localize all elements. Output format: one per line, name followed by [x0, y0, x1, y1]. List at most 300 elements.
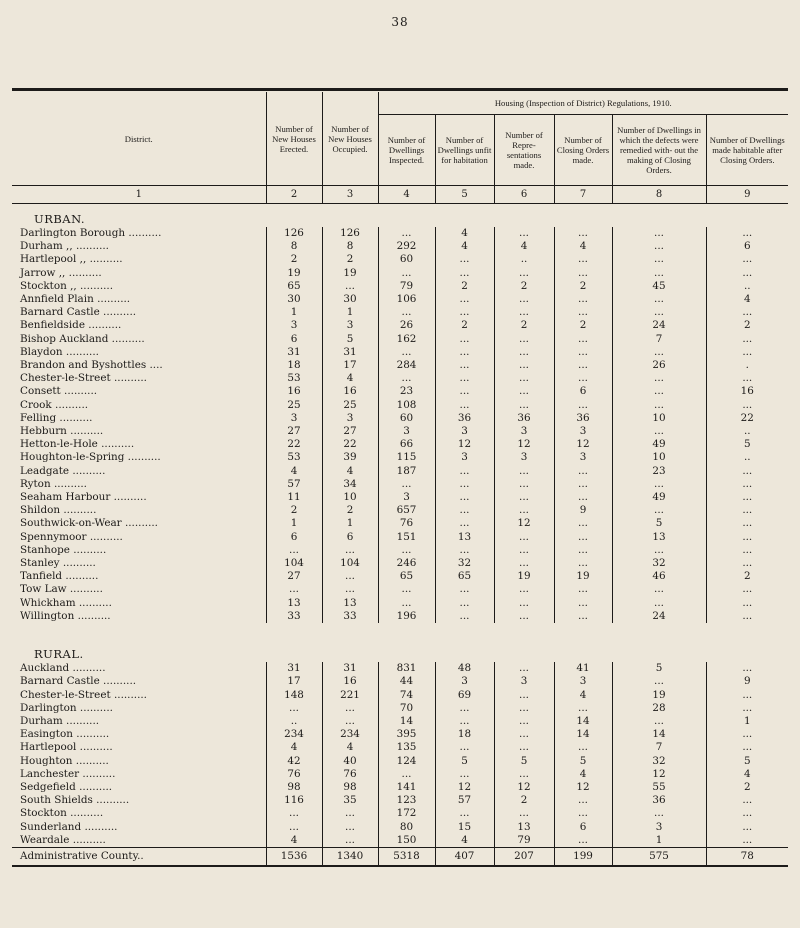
table-row — [12, 385, 788, 398]
table-cell: ... — [554, 610, 612, 623]
table-row — [12, 517, 788, 530]
table-cell: ... — [612, 227, 706, 240]
district-label: Houghton-le-Spring — [20, 451, 125, 464]
table-cell: 76 — [378, 517, 435, 530]
table-cell: 57 — [435, 794, 494, 807]
table-cell: 196 — [378, 610, 435, 623]
table-cell: 23 — [612, 465, 706, 478]
table-cell: ... — [494, 306, 554, 319]
table-cell: ... — [435, 504, 494, 517]
district-label: Stanhope — [20, 543, 70, 556]
table-cell: 4 — [266, 465, 322, 478]
total-cell: 1340 — [322, 847, 378, 866]
leader-dots: .......... — [50, 477, 87, 490]
table-cell: 23 — [378, 385, 435, 398]
leader-dots: .......... — [93, 293, 131, 306]
column-number: 9 — [706, 186, 788, 204]
table-cell: 36 — [494, 412, 554, 425]
district-name — [12, 807, 266, 820]
table-row — [12, 319, 788, 332]
table-cell: ... — [322, 821, 378, 834]
table-cell: ... — [742, 345, 753, 358]
table-cell: ... — [742, 741, 753, 754]
table-cell: 44 — [378, 675, 435, 688]
district-label: South Shields — [20, 794, 93, 807]
table-cell: 34 — [322, 478, 378, 491]
table-cell: ... — [494, 372, 554, 385]
district-name — [12, 267, 266, 280]
table-cell: 31 — [322, 346, 378, 359]
table-cell: 70 — [378, 702, 435, 715]
table-row — [12, 807, 788, 820]
district-name — [12, 821, 266, 834]
district-label: Barnard Castle — [20, 675, 100, 688]
table-cell: 15 — [435, 821, 494, 834]
table-cell: 5 — [612, 662, 706, 675]
district-name — [12, 755, 266, 768]
table-cell: 4 — [494, 240, 554, 253]
district-label: Consett — [20, 385, 61, 398]
table-cell: ... — [612, 807, 706, 820]
leader-dots: .......... — [99, 306, 137, 319]
table-cell: ... — [742, 820, 753, 833]
table-cell: ... — [322, 715, 378, 728]
table-cell: 46 — [612, 570, 706, 583]
table-row — [12, 741, 788, 754]
table-cell: 65 — [266, 280, 322, 293]
district-label: Durham ,, — [20, 240, 76, 253]
table-cell: ... — [494, 544, 554, 557]
table-cell: ... — [494, 267, 554, 280]
leader-dots: .......... — [85, 319, 122, 332]
table-cell: ... — [266, 807, 322, 820]
column-number: 1 — [12, 186, 266, 204]
table-cell: 3 — [378, 491, 435, 504]
district-label: Hetton-le-Hole — [20, 438, 98, 451]
table-cell: ... — [554, 333, 612, 346]
district-label: Stanley — [20, 557, 60, 570]
table-cell: 32 — [612, 755, 706, 768]
table-cell: 53 — [266, 451, 322, 464]
table-cell: ... — [435, 359, 494, 372]
header-closing-orders: Number of Closing Orders made. — [554, 115, 612, 186]
table-cell: 150 — [378, 834, 435, 848]
total-row — [12, 847, 788, 866]
table-cell: 98 — [322, 781, 378, 794]
table-cell: 4 — [554, 768, 612, 781]
district-label: Weardale — [20, 833, 70, 846]
table-row — [12, 570, 788, 583]
table-row — [12, 675, 788, 688]
district-label: Durham — [20, 714, 63, 727]
district-label: Seaham Harbour — [20, 491, 111, 504]
table-cell: ... — [266, 544, 322, 557]
table-cell: ... — [322, 702, 378, 715]
table-cell: 19 — [494, 570, 554, 583]
table-cell: 45 — [612, 280, 706, 293]
table-cell: 65 — [435, 570, 494, 583]
table-cell: 31 — [266, 662, 322, 675]
table-cell: 5 — [612, 517, 706, 530]
table-cell: 4 — [743, 293, 751, 306]
table-cell: ... — [742, 398, 753, 411]
table-row — [12, 451, 788, 464]
table-cell: ... — [612, 346, 706, 359]
table-cell: 3 — [494, 425, 554, 438]
table-row — [12, 491, 788, 504]
district-name — [12, 385, 266, 398]
table-cell: 18 — [266, 359, 322, 372]
table-cell: 26 — [378, 319, 435, 332]
table-cell: ... — [435, 491, 494, 504]
district-name — [12, 346, 266, 359]
table-cell: ... — [378, 544, 435, 557]
section-spacer — [12, 623, 788, 639]
table-cell: ... — [494, 531, 554, 544]
table-cell: 2 — [435, 319, 494, 332]
table-cell: 104 — [322, 557, 378, 570]
table-cell: ... — [554, 399, 612, 412]
leader-dots: .......... — [62, 714, 100, 727]
district-name — [12, 517, 266, 530]
table-cell: ... — [612, 425, 706, 438]
district-name — [12, 794, 266, 807]
district-label: Easington — [20, 728, 73, 741]
table-cell: ... — [494, 610, 554, 623]
district-name — [12, 702, 266, 715]
table-row — [12, 306, 788, 319]
leader-dots: .......... — [86, 530, 123, 543]
table-cell: ... — [435, 399, 494, 412]
urban-section-title: URBAN. — [34, 211, 86, 226]
table-cell: ... — [554, 557, 612, 570]
district-label: Shildon — [20, 504, 61, 517]
leader-dots: .......... — [69, 464, 106, 477]
table-cell: 41 — [554, 662, 612, 675]
table-cell: ... — [742, 609, 753, 622]
table-cell: ... — [378, 478, 435, 491]
table-cell: 36 — [554, 412, 612, 425]
rural-section — [12, 623, 788, 847]
district-label: Willington — [20, 609, 75, 622]
table-cell: ... — [742, 227, 753, 239]
leader-dots: .......... — [81, 820, 118, 833]
table-cell: 57 — [266, 478, 322, 491]
table-cell: ... — [742, 491, 753, 504]
column-numbers-row — [12, 186, 788, 204]
table-row — [12, 531, 788, 544]
district-name — [12, 451, 266, 464]
district-name — [12, 741, 266, 754]
table-cell: ... — [494, 491, 554, 504]
leader-dots: .......... — [110, 491, 147, 504]
table-cell: 76 — [322, 768, 378, 781]
header-housing-regulations: Housing (Inspection of District) Regulations, 1910. — [378, 92, 788, 115]
table-cell: ... — [378, 306, 435, 319]
table-cell: ... — [742, 688, 753, 701]
table-cell: ... — [266, 702, 322, 715]
leader-dots: .......... — [92, 794, 130, 807]
leader-dots: .......... — [68, 266, 102, 279]
total-cell: 5318 — [378, 847, 435, 866]
total-cell: 1536 — [266, 847, 322, 866]
table-cell: ... — [612, 675, 706, 688]
header-representations: Number of Repre- sentations made. — [494, 115, 554, 186]
table-row — [12, 557, 788, 570]
table-cell: ... — [742, 477, 753, 490]
district-name — [12, 372, 266, 385]
table-cell: 12 — [435, 438, 494, 451]
table-cell: .. — [743, 451, 751, 464]
table-cell: 27 — [322, 425, 378, 438]
table-cell: ... — [494, 741, 554, 754]
table-cell: ... — [435, 583, 494, 596]
table-cell: ... — [554, 807, 612, 820]
table-cell: 14 — [554, 715, 612, 728]
table-cell: ... — [435, 768, 494, 781]
table-cell: ... — [742, 372, 753, 385]
table-cell: ... — [435, 478, 494, 491]
table-cell: 8 — [322, 240, 378, 253]
table-cell: 26 — [612, 359, 706, 372]
table-row — [12, 227, 788, 240]
table-cell: 4 — [554, 689, 612, 702]
table-cell: 12 — [612, 768, 706, 781]
district-name — [12, 728, 266, 741]
district-label: Chester-le-Street — [20, 372, 111, 385]
leader-dots: .......... — [66, 425, 104, 438]
table-row — [12, 240, 788, 253]
table-cell: 4 — [435, 240, 494, 253]
district-name — [12, 597, 266, 610]
leader-dots: .......... — [69, 662, 106, 675]
table-cell: 106 — [378, 293, 435, 306]
district-name — [12, 465, 266, 478]
leader-dots: .......... — [66, 583, 103, 596]
table-cell: 1 — [266, 306, 322, 319]
column-number: 5 — [435, 186, 494, 204]
table-cell: 36 — [612, 794, 706, 807]
district-label: Jarrow ,, — [20, 266, 69, 279]
table-cell: ... — [742, 557, 753, 570]
table-cell: ... — [554, 794, 612, 807]
table-cell: 32 — [435, 557, 494, 570]
table-cell: 9 — [743, 675, 751, 688]
table-cell: ... — [612, 267, 706, 280]
leader-dots: .......... — [110, 688, 147, 701]
table-cell: 4 — [322, 372, 378, 385]
table-cell: 19 — [612, 689, 706, 702]
leader-dots: .......... — [72, 728, 110, 741]
table-cell: ... — [494, 728, 554, 741]
table-cell: ... — [435, 267, 494, 280]
table-cell: 13 — [322, 597, 378, 610]
leader-dots: .... — [146, 359, 163, 372]
table-cell: 4 — [435, 227, 494, 240]
table-cell: 1 — [322, 517, 378, 530]
table-cell: 12 — [554, 438, 612, 451]
header-dwellings-inspected: Number of Dwellings Inspected. — [378, 115, 435, 186]
table-row — [12, 834, 788, 848]
table-cell: ... — [322, 280, 378, 293]
table-cell: 98 — [266, 781, 322, 794]
table-cell: ... — [742, 728, 753, 741]
table-cell: ... — [612, 478, 706, 491]
district-name — [12, 425, 266, 438]
district-name — [12, 583, 266, 596]
table-cell: 10 — [322, 491, 378, 504]
table-cell: ... — [378, 346, 435, 359]
column-number: 2 — [266, 186, 322, 204]
table-row — [12, 293, 788, 306]
table-cell: ... — [378, 227, 435, 240]
district-name — [12, 834, 266, 848]
table-cell: 22 — [322, 438, 378, 451]
table-cell: 42 — [266, 755, 322, 768]
table-row — [12, 794, 788, 807]
table-cell: 5 — [743, 438, 751, 451]
district-name — [12, 491, 266, 504]
table-cell: 3 — [266, 412, 322, 425]
table-cell: ... — [742, 662, 753, 675]
district-label: Stockton — [20, 807, 67, 820]
district-name — [12, 570, 266, 583]
table-cell: 3 — [378, 425, 435, 438]
district-label: Spennymoor — [20, 530, 87, 543]
table-cell: 3 — [322, 412, 378, 425]
table-cell: ... — [494, 557, 554, 570]
table-cell: 9 — [554, 504, 612, 517]
table-cell: 13 — [266, 597, 322, 610]
table-cell: 234 — [266, 728, 322, 741]
table-cell: 79 — [378, 280, 435, 293]
table-cell: ... — [742, 530, 753, 543]
header-new-houses-erected: Number of New Houses Erected. — [266, 92, 322, 186]
table-cell: 3 — [554, 425, 612, 438]
table-cell: 6 — [322, 531, 378, 544]
district-name — [12, 781, 266, 794]
table-cell: ... — [322, 807, 378, 820]
table-cell: ... — [435, 372, 494, 385]
district-name — [12, 253, 266, 266]
table-cell: ... — [612, 253, 706, 266]
district-label: Sunderland — [20, 820, 82, 833]
table-cell: ... — [742, 464, 753, 477]
table-cell: ... — [554, 227, 612, 240]
table-cell: ... — [554, 517, 612, 530]
table-cell: 3 — [494, 451, 554, 464]
district-name — [12, 689, 266, 702]
table-cell: 33 — [322, 610, 378, 623]
table-cell: 4 — [266, 834, 322, 848]
table-cell: 32 — [612, 557, 706, 570]
district-name — [12, 768, 266, 781]
table-cell: 16 — [322, 675, 378, 688]
header-new-houses-occupied: Number of New Houses Occupied. — [322, 92, 378, 186]
table-cell: ... — [378, 768, 435, 781]
table-cell: ... — [435, 517, 494, 530]
district-label: Ryton — [20, 477, 51, 490]
leader-dots: .......... — [72, 754, 109, 767]
table-row — [12, 768, 788, 781]
district-name — [12, 412, 266, 425]
table-cell: ... — [742, 833, 753, 846]
table-row — [12, 504, 788, 517]
leader-dots: .......... — [80, 279, 114, 292]
table-cell: ... — [435, 741, 494, 754]
table-cell: 1 — [743, 714, 751, 727]
table-cell: ... — [554, 478, 612, 491]
table-cell: 2 — [494, 319, 554, 332]
table-cell: ... — [742, 701, 753, 714]
table-cell: ... — [612, 385, 706, 398]
table-cell: 2 — [743, 319, 751, 332]
table-cell: ... — [435, 385, 494, 398]
table-cell: ... — [266, 821, 322, 834]
table-cell: 14 — [612, 728, 706, 741]
leader-dots: .......... — [97, 438, 135, 451]
leader-dots: .......... — [79, 767, 116, 780]
table-cell: 115 — [378, 451, 435, 464]
table-row — [12, 662, 788, 675]
table-cell: ... — [435, 807, 494, 820]
district-name — [12, 359, 266, 372]
table-row — [12, 346, 788, 359]
table-cell: ... — [612, 293, 706, 306]
table-cell: ... — [742, 517, 753, 530]
table-cell: ... — [554, 267, 612, 280]
district-label: Stockton ,, — [20, 279, 80, 292]
table-cell: ... — [612, 240, 706, 253]
table-cell: ... — [435, 702, 494, 715]
table-cell: 7 — [612, 741, 706, 754]
table-cell: ... — [322, 834, 378, 848]
total-cell: 407 — [435, 847, 494, 866]
table-cell: 11 — [266, 491, 322, 504]
table-cell: ... — [494, 583, 554, 596]
table-cell: 7 — [612, 333, 706, 346]
table-cell: 151 — [378, 531, 435, 544]
table-cell: 69 — [435, 689, 494, 702]
table-cell: 79 — [494, 834, 554, 848]
district-name — [12, 240, 266, 253]
table-cell: .. — [743, 279, 751, 292]
leader-dots: .......... — [110, 372, 147, 385]
table-cell: ... — [494, 504, 554, 517]
table-cell: ... — [378, 267, 435, 280]
table-cell: 4 — [435, 834, 494, 848]
table-cell: ... — [494, 227, 554, 240]
table-cell: ... — [742, 596, 753, 609]
table-cell: 8 — [266, 240, 322, 253]
total-cell: 207 — [494, 847, 554, 866]
table-cell: 17 — [266, 675, 322, 688]
table-cell: 2 — [435, 280, 494, 293]
table-row — [12, 583, 788, 596]
table-cell: ... — [322, 583, 378, 596]
table-row — [12, 610, 788, 623]
table-cell: ... — [612, 399, 706, 412]
table-cell: 12 — [435, 781, 494, 794]
table-cell: 66 — [378, 438, 435, 451]
table-cell: ... — [554, 491, 612, 504]
table-cell: 1 — [322, 306, 378, 319]
table-cell: 2 — [743, 780, 751, 793]
district-label: Leadgate — [20, 464, 70, 477]
table-cell: .. — [743, 425, 751, 438]
table-cell: 19 — [554, 570, 612, 583]
table-cell: ... — [494, 333, 554, 346]
